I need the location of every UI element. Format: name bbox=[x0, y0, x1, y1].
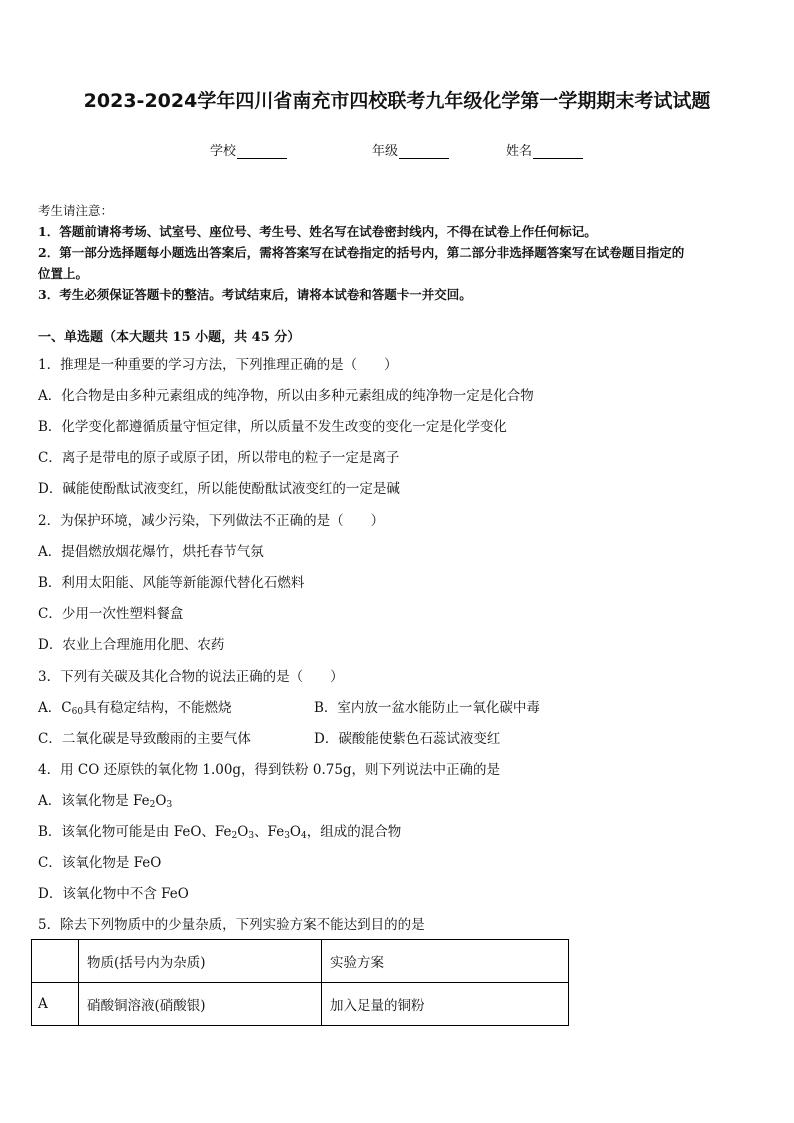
question-3-option-d: D．碳酸能使紫色石蕊试液变红 bbox=[314, 731, 501, 747]
question-1-option-c: C．离子是带电的原子或原子团，所以带电的粒子一定是离子 bbox=[38, 450, 400, 466]
question-1-option-d: D．碱能使酚酞试液变红，所以能使酚酞试液变红的一定是碱 bbox=[38, 481, 400, 497]
section-heading: 一、单选题（本大题共 15 小题，共 45 分） bbox=[38, 330, 301, 345]
question-2-stem: 2．为保护环境，减少污染，下列做法不正确的是（ ） bbox=[38, 513, 385, 529]
school-field bbox=[210, 140, 287, 159]
question-1-stem: 1．推理是一种重要的学习方法，下列推理正确的是（ ） bbox=[38, 357, 398, 373]
question-3-option-b: B．室内放一盆水能防止一氧化碳中毒 bbox=[314, 700, 540, 716]
question-4-option-a: A．该氧化物是 $Fe_2O_3$ bbox=[38, 793, 173, 810]
grade-label: 年级 bbox=[372, 144, 399, 159]
question-3-stem: 3．下列有关碳及其化合物的说法正确的是（ ） bbox=[38, 669, 344, 685]
table-header-cell: 物质(括号内为杂质) bbox=[79, 940, 322, 983]
question-3-option-c: C．二氧化碳是导致酸雨的主要气体 bbox=[38, 731, 251, 747]
table-header-row bbox=[32, 940, 569, 983]
question-1-option-a: A．化合物是由多种元素组成的纯净物，所以由多种元素组成的纯净物一定是化合物 bbox=[38, 388, 534, 404]
page-title: 2023-2024学年四川省南充市四校联考九年级化学第一学期期末考试试题 bbox=[83, 90, 711, 112]
table-row bbox=[32, 983, 569, 1026]
notice-block bbox=[38, 200, 760, 305]
table-header-cell bbox=[32, 940, 79, 983]
name-label: 姓名 bbox=[506, 144, 533, 159]
table-cell: A bbox=[32, 983, 79, 1026]
table-cell: 硝酸铜溶液(硝酸银) bbox=[79, 983, 322, 1026]
school-label: 学校 bbox=[210, 144, 237, 159]
question-2-option-b: B．利用太阳能、风能等新能源代替化石燃料 bbox=[38, 575, 305, 591]
notice-item: 1．答题前请将考场、试室号、座位号、考生号、姓名写在试卷密封线内，不得在试卷上作任何标记。 bbox=[38, 224, 597, 239]
name-field bbox=[506, 140, 583, 159]
notice-item: 位置上。 bbox=[38, 266, 89, 281]
table-header-cell: 实验方案 bbox=[322, 940, 569, 983]
school-blank bbox=[237, 145, 287, 159]
question-4-stem: 4．用 CO 还原铁的氧化物 1.00g，得到铁粉 0.75g，则下列说法中正确的是 bbox=[38, 762, 501, 778]
experiment-table bbox=[31, 939, 569, 1026]
notice-item: 3．考生必须保证答题卡的整洁。考试结束后，请将本试卷和答题卡一并交回。 bbox=[38, 287, 472, 302]
question-1-option-b: B．化学变化都遵循质量守恒定律，所以质量不发生改变的变化一定是化学变化 bbox=[38, 419, 507, 435]
table-cell: 加入足量的铜粉 bbox=[322, 983, 569, 1026]
grade-blank bbox=[399, 145, 449, 159]
question-4-option-d: D．该氧化物中不含 FeO bbox=[38, 886, 189, 902]
question-2-option-d: D．农业上合理施用化肥、农药 bbox=[38, 637, 225, 653]
notice-item: 2．第一部分选择题每小题选出答案后，需将答案写在试卷指定的括号内，第二部分非选择题答案写在试卷题目指定的 bbox=[38, 245, 685, 260]
question-4-option-b: B．该氧化物可能是由 FeO、$Fe_2O_3$、$Fe_3O_4$，组成的混合物 bbox=[38, 824, 402, 841]
question-4-option-c: C．该氧化物是 FeO bbox=[38, 855, 162, 871]
question-3-option-a: A．$C_{60}$具有稳定结构，不能燃烧 bbox=[38, 700, 232, 717]
name-blank bbox=[533, 145, 583, 159]
notice-heading: 考生请注意： bbox=[38, 203, 114, 218]
question-2-option-a: A．提倡燃放烟花爆竹，烘托春节气氛 bbox=[38, 544, 264, 560]
question-5-stem: 5．除去下列物质中的少量杂质，下列实验方案不能达到目的的是 bbox=[38, 917, 425, 933]
question-2-option-c: C．少用一次性塑料餐盒 bbox=[38, 606, 184, 622]
grade-field bbox=[372, 140, 449, 159]
